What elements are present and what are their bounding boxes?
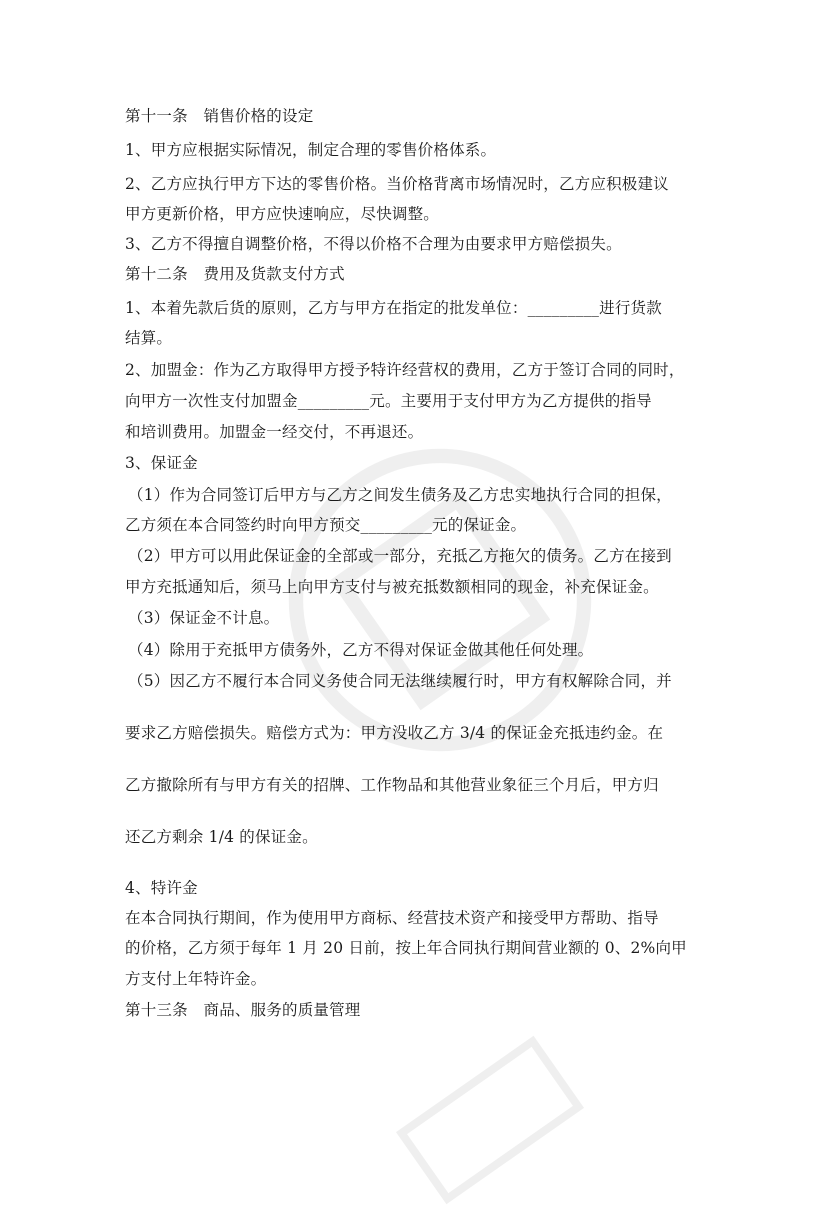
subsection-heading: 4、特许金	[125, 879, 198, 897]
paragraph-line: 乙方撤除所有与甲方有关的招牌、工作物品和其他营业象征三个月后，甲方归	[125, 776, 659, 794]
section-heading-13: 第十三条 商品、服务的质量管理	[125, 1001, 361, 1019]
paragraph-line: 和培训费用。加盟金一经交付，不再退还。	[125, 423, 424, 441]
paragraph-line: 1、甲方应根据实际情况，制定合理的零售价格体系。	[125, 141, 497, 159]
paragraph-line: 还乙方剩余 1/4 的保证金。	[125, 828, 318, 846]
paragraph-line: 甲方充抵通知后，须马上向甲方支付与被充抵数额相同的现金，补充保证金。	[125, 578, 659, 596]
paragraph-line: 在本合同执行期间，作为使用甲方商标、经营技术资产和接受甲方帮助、指导	[125, 909, 659, 927]
paragraph-line: （2）甲方可以用此保证金的全部或一部分，充抵乙方拖欠的债务。乙方在接到	[128, 547, 672, 565]
paragraph-line: （4）除用于充抵甲方债务外，乙方不得对保证金做其他任何处理。	[128, 641, 594, 659]
paragraph-line: （5）因乙方不履行本合同义务使合同无法继续履行时，甲方有权解除合同，并	[128, 672, 672, 690]
paragraph-line: 甲方更新价格，甲方应快速响应，尽快调整。	[125, 205, 440, 223]
section-heading-11: 第十一条 销售价格的设定	[125, 107, 314, 125]
paragraph-line: 要求乙方赔偿损失。赔偿方式为：甲方没收乙方 3/4 的保证金充抵违约金。在	[125, 724, 664, 742]
paragraph-line: （3）保证金不计息。	[128, 609, 280, 627]
paragraph-line: 3、乙方不得擅自调整价格，不得以价格不合理为由要求甲方赔偿损失。	[125, 235, 622, 253]
paragraph-line: 2、加盟金：作为乙方取得甲方授予特许经营权的费用，乙方于签订合同的同时，	[125, 361, 685, 379]
paragraph-line: （1）作为合同签订后甲方与乙方之间发生债务及乙方忠实地执行合同的担保，	[128, 486, 672, 504]
section-heading-12: 第十二条 费用及货款支付方式	[125, 265, 345, 283]
paragraph-line: 乙方须在本合同签约时向甲方预交_________元的保证金。	[125, 516, 527, 534]
subsection-heading: 3、保证金	[125, 454, 198, 472]
paragraph-line: 向甲方一次性支付加盟金_________元。主要用于支付甲方为乙方提供的指导	[125, 392, 652, 410]
paragraph-line: 的价格，乙方须于每年 1 月 20 日前，按上年合同执行期间营业额的 0、2%向甲	[125, 939, 687, 957]
paragraph-line: 2、乙方应执行甲方下达的零售价格。当价格背离市场情况时，乙方应积极建议	[125, 175, 669, 193]
paragraph-line: 1、本着先款后货的原则，乙方与甲方在指定的批发单位：_________进行货款	[125, 299, 662, 317]
paragraph-line: 结算。	[125, 329, 173, 347]
paragraph-line: 方支付上年特许金。	[125, 970, 267, 988]
watermark-icon	[365, 1008, 614, 1232]
